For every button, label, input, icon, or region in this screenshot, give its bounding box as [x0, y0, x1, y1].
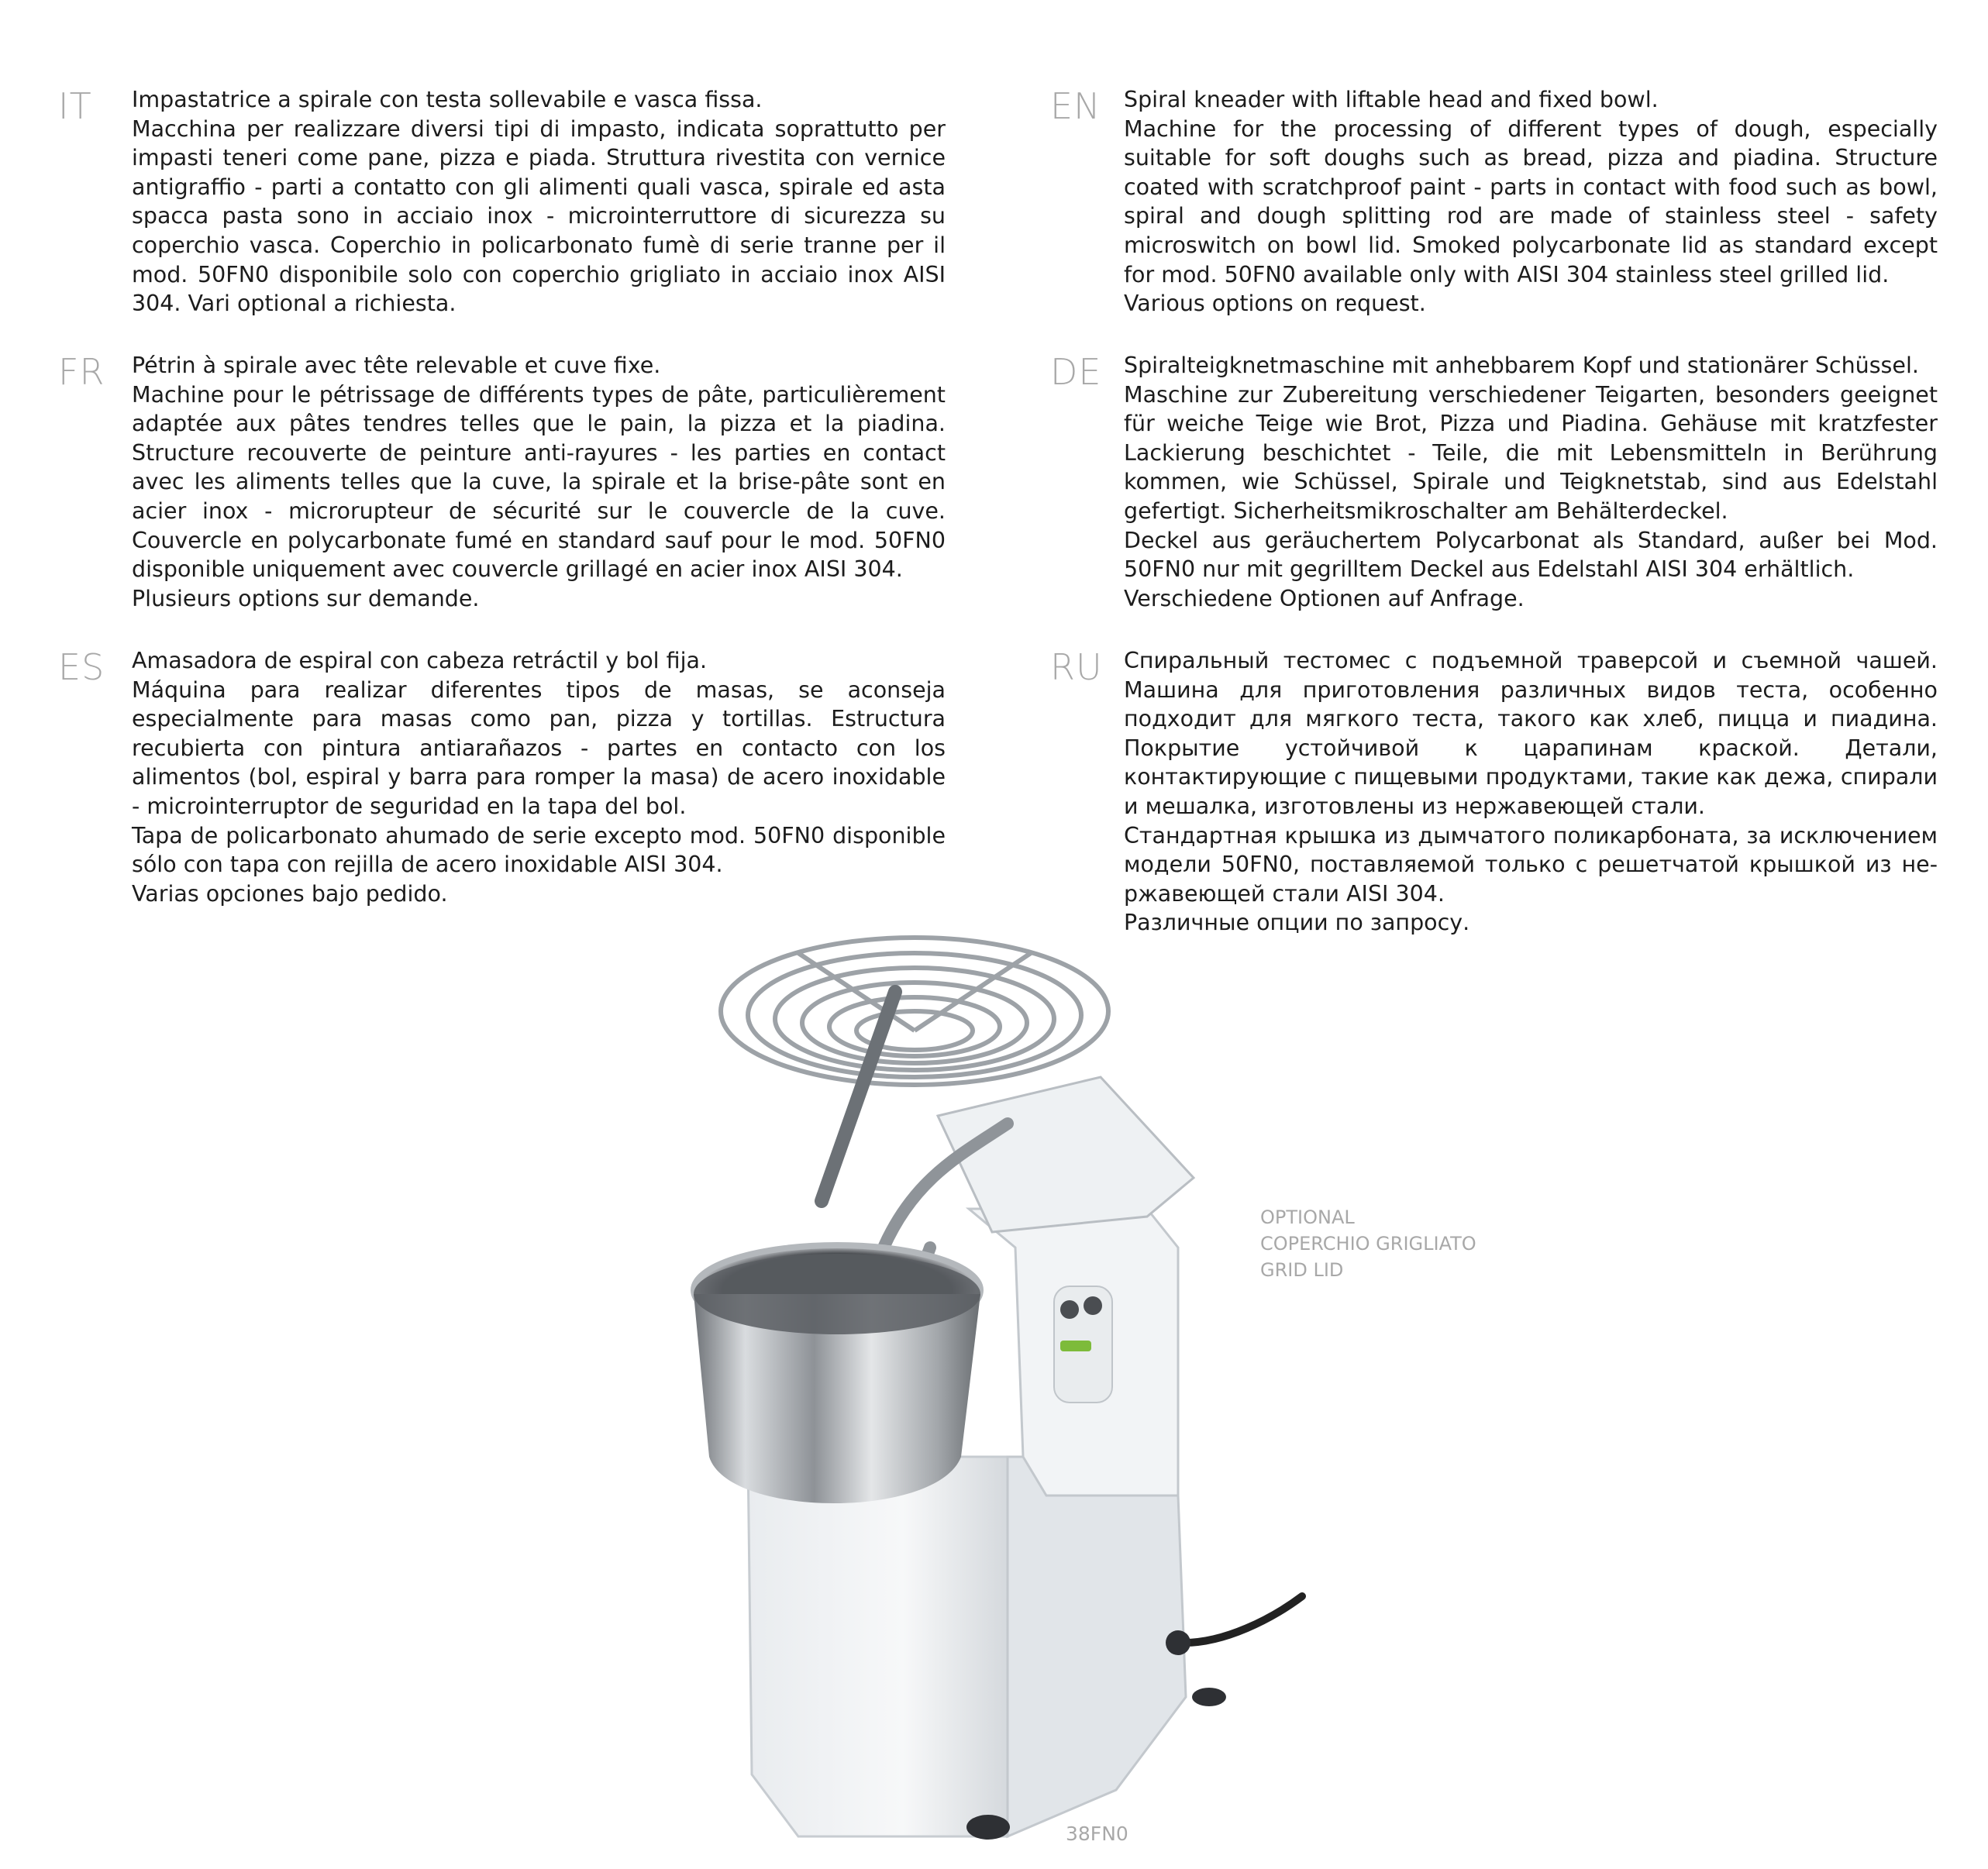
section-fr-body: Machine pour le pétrissage de différents types de pâte, particulièrement adaptée aux pâtes tendres telles que le pain, la pizza et la piadina. Structure recouverte de peinture anti-rayures - les parties en contact avec les aliments telles que la cuve, la spirale et la brise-pâte sont en acier inox - microrupteur de sécurité sur le couvercle de la cuve. Couvercle en polycarbonate fumé en standard sauf pour le mod. 50FN0 disponible uniquement avec couvercle grillagé en acier inox AISI 304.: [132, 381, 946, 583]
section-es-title: Amasadora de espiral con cabeza retráctil y bol fija.: [132, 648, 708, 673]
lang-code-es: ES: [58, 646, 105, 688]
section-en-extra: Various options on request.: [1124, 291, 1426, 317]
lang-code-en: EN: [1050, 85, 1101, 127]
section-de-extra: Verschiedene Optionen auf Anfrage.: [1124, 585, 1525, 611]
section-es-text: [132, 646, 946, 908]
model-caption: 38FN0: [1066, 1823, 1128, 1845]
section-de-body: Maschine zur Zubereitung verschiedener Teigarten, besonders geeignet für weiche Teige wie Brot, Pizza und Piadina. Gehäuse mit kratzfester Lackierung beschichtet - Teile, die mit Lebensmitteln in Berührung kommen, wie Schüssel, Spirale und Teigknetstab, sind aus Edelstahl gefertigt. Sicherheitsmikroschalter am Behälterdeckel.: [1124, 381, 1938, 524]
section-fr-title: Pétrin à spirale avec tête relevable et cuve fixe.: [132, 353, 661, 378]
section-es-body: Máquina para realizar diferentes tipos de masas, se aconseja especialmente para masas como pan, pizza y tortillas. Estructura recubierta con pintura antiarañazos - partes en contacto con los alimentos (bol, espiral y barra para romper la masa) de acero inoxidable - microinterruptor de seguridad en la tapa del bol.: [132, 676, 946, 819]
section-it: [58, 85, 946, 318]
section-en-text: [1124, 85, 1938, 318]
lang-code-fr: FR: [58, 351, 105, 393]
optional-caption-line3: GRID LID: [1260, 1259, 1344, 1281]
section-ru-extra: Различные опции по запросу.: [1124, 910, 1470, 936]
section-it-body: Macchina per realizzare diversi tipi di impasto, indicata soprattutto per impasti teneri come pane, pizza e piada. Struttura rivestita con vernice antigraffio - parti a contatto con gli alimenti quali vasca, spirale ed asta spacca pasta sono in acciaio inox - microinterruttore di sicurezza su coperchio vasca. Coperchio in policarbonato fumè di serie tranne per il mod. 50FN0 disponibile solo con coperchio grigliato in acciaio inox AISI 304. Vari optional a richiesta.: [132, 115, 946, 317]
section-fr-text: [132, 351, 946, 613]
section-ru-text: [1124, 646, 1938, 938]
section-en-body: Machine for the processing of different types of dough, especially suitable for soft doughs such as bread, pizza and piadina. Structure coated with scratchproof paint - parts in contact with food such as bowl, spiral and dough splitting rod are made of stainless steel - safety microswitch on bowl lid. Smoked polycarbonate lid as standard except for mod. 50FN0 available only with AISI 304 stainless steel grilled lid.: [1124, 115, 1938, 287]
section-de: [1050, 351, 1938, 613]
lang-code-ru: RU: [1050, 646, 1103, 688]
section-en-title: Spiral kneader with liftable head and fixed bowl.: [1124, 87, 1659, 112]
section-fr: [58, 351, 946, 613]
spiral-kneader-image: [682, 922, 1349, 1852]
lang-code-it: IT: [58, 85, 92, 127]
section-es-extra: Varias opciones bajo pedido.: [132, 880, 448, 907]
section-es-body2: Tapa de policarbonato ahumado de serie excepto mod. 50FN0 disponible sólo con tapa con rejilla de acero inoxidable AISI 304.: [132, 822, 946, 878]
section-ru-body: Спиральный тестомес с подъемной траверсой и съемной чашей. Машина для приготовления различных видов теста, особенно подходит для мягкого теста, такого как хлеб, пицца и пиадина. Покрытие устойчивой к царапинам краской. Детали, контактирующие с пищевыми продуктами, такие как дежа, спирали и мешалка, изготовлены из нержавеющей стали.: [1124, 648, 1938, 819]
section-fr-extra: Plusieurs options sur demande.: [132, 585, 480, 611]
section-de-body2: Deckel aus geräuchertem Polycarbonat als Standard, außer bei Mod. 50FN0 nur mit gegrilltem Deckel aus Edelstahl AISI 304 erhältlich.: [1124, 527, 1938, 583]
section-de-title: Spiralteigknetmaschine mit anhebbarem Kopf und stationärer Schüssel.: [1124, 353, 1919, 378]
optional-caption-line2: COPERCHIO GRIGLIATO: [1260, 1233, 1476, 1255]
section-it-text: [132, 85, 946, 318]
section-de-text: [1124, 351, 1938, 613]
section-it-title: Impastatrice a spirale con testa sollevabile e vasca fissa.: [132, 87, 763, 112]
section-ru-body2: Стандартная крышка из дымчатого поликарбоната, за исключением модели 50FN0, поставляемой только с решетчатой крышкой из нержавеющей стали AISI 304.: [1124, 822, 1938, 907]
section-en: [1050, 85, 1938, 318]
section-ru: [1050, 646, 1938, 938]
optional-grid-lid-caption: [1260, 1204, 1476, 1283]
section-es: [58, 646, 946, 908]
optional-caption-line1: OPTIONAL: [1260, 1206, 1355, 1228]
lang-code-de: DE: [1050, 351, 1102, 393]
